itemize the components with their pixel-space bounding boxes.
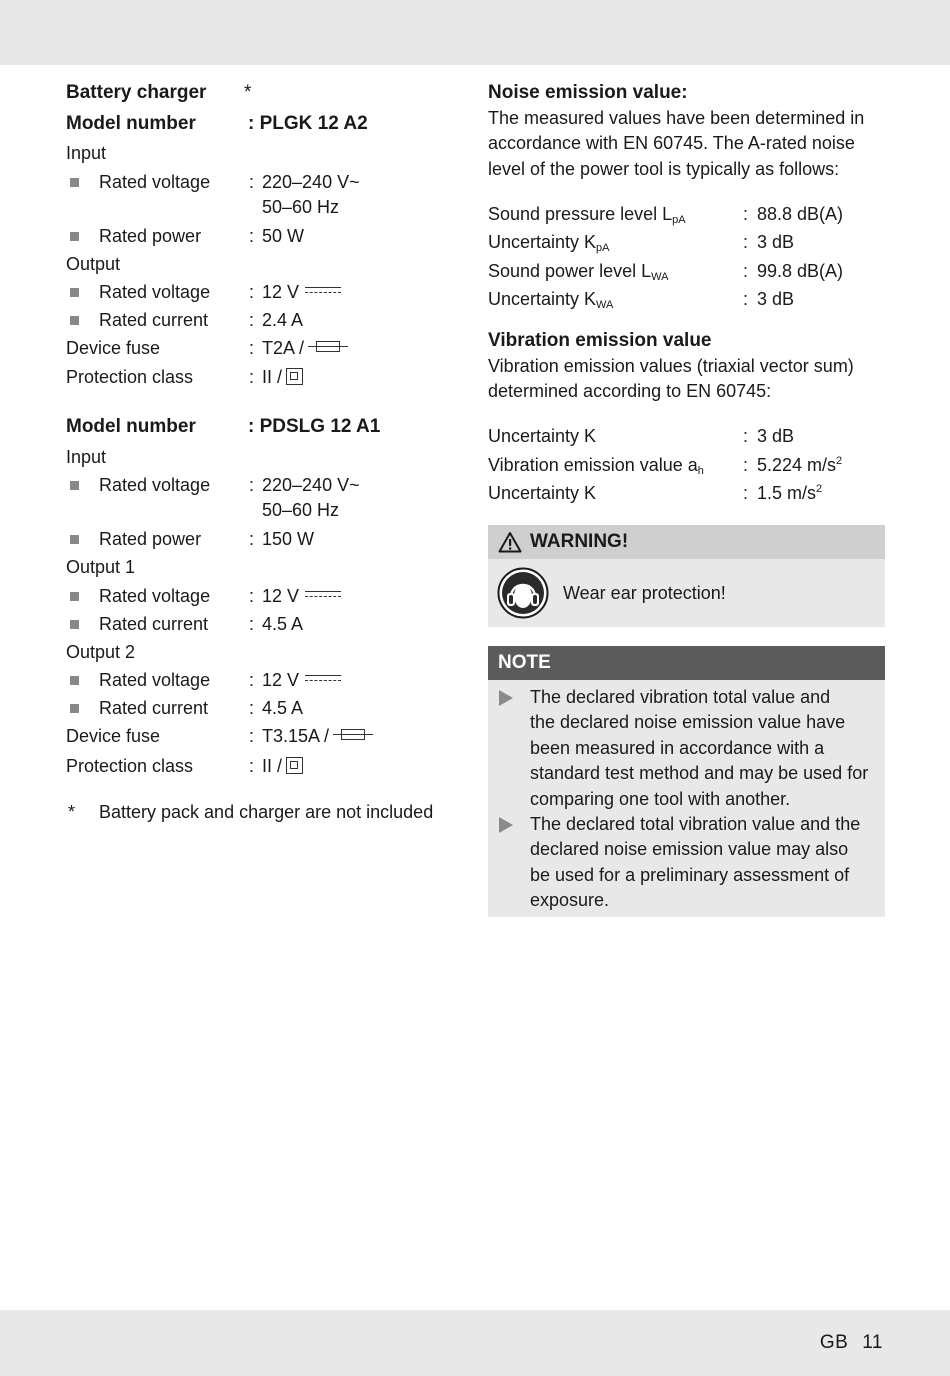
protection-class-ii-icon — [286, 757, 303, 774]
spec-value: 220–240 V~ — [262, 475, 360, 495]
spec-label: Device fuse — [66, 338, 161, 358]
triangle-bullet-icon — [499, 817, 513, 833]
spec-label: Device fuse — [66, 726, 161, 746]
page-footer — [820, 1332, 883, 1354]
output-2-label: Output 2 — [66, 642, 136, 662]
spec-label: Rated voltage — [99, 670, 211, 690]
battery-charger-heading — [66, 82, 252, 104]
input-label: Input — [66, 447, 107, 467]
paragraph-line: Vibration emission values (triaxial vector sum) — [488, 356, 854, 376]
model-number-value: : PLGK 12 A2 — [248, 113, 368, 134]
bullet-square — [70, 316, 79, 325]
spec-value: 12 V — [262, 586, 300, 606]
language-code: GB — [819, 1332, 849, 1353]
bullet-square — [70, 704, 79, 713]
triangle-bullet-icon — [499, 690, 513, 706]
protection-class-ii-icon — [286, 368, 303, 385]
direct-current-icon — [305, 286, 341, 296]
vibration-value: 5.224 m/s — [757, 455, 837, 475]
spec-value: 4.5 A — [262, 614, 304, 634]
spec-label: Rated voltage — [99, 475, 211, 495]
footnote-text: Battery pack and charger are not included — [99, 802, 434, 822]
input-label: Input — [66, 143, 107, 163]
spec-value: 220–240 V~ — [262, 172, 360, 192]
bullet-square — [70, 620, 79, 629]
noise-value: 3 dB — [757, 232, 795, 252]
noise-value: 88.8 dB(A) — [757, 204, 844, 224]
noise-heading: Noise emission value: — [488, 82, 688, 103]
bullet-square — [70, 288, 79, 297]
noise-paragraph — [488, 106, 878, 182]
spec-value: 150 W — [262, 529, 315, 549]
paragraph-line: accordance with EN 60745. The A-rated noise — [488, 133, 855, 154]
spec-value: T2A / — [262, 338, 305, 358]
spec-value: 12 V — [262, 670, 300, 690]
bullet-square — [70, 232, 79, 241]
spec-label: Rated power — [99, 226, 202, 246]
output-label: Output — [66, 254, 121, 274]
bullet-square — [70, 592, 79, 601]
paragraph-line: level of the power tool is typically as follows: — [488, 158, 840, 179]
bullet-square — [70, 676, 79, 685]
vibration-value: 1.5 m/s — [757, 483, 817, 503]
spec-value: II / — [262, 756, 283, 776]
noise-value: 99.8 dB(A) — [757, 261, 844, 281]
vibration-paragraph — [488, 354, 878, 405]
spec-value: II / — [262, 367, 283, 387]
spec-label: Rated power — [99, 529, 202, 549]
page-number: 11 — [862, 1332, 883, 1353]
spec-value: 50 W — [262, 226, 305, 246]
spec-label: Rated voltage — [99, 172, 211, 192]
fuse-icon — [308, 340, 348, 354]
paragraph-line: determined according to EN 60745: — [488, 381, 772, 402]
battery-charger-label: Battery charger — [66, 82, 207, 103]
note-header — [488, 646, 885, 680]
left-column: Battery charger * Model number : PLGK 12 A2 Input Rated voltage : 220–240 V~ 50–60 Hz Rated power : 50 W Output Rated voltage : 12 V Rated current : 2.4 A Device fuse : T2A / Protection class : II / Model number : PDSLG 12 A1 Input Rated voltage : 220–240 V~ 50–60 Hz Rated power : 150 W Output 1 Rated voltage : 12 V Rated current : 4.5 A Output 2 Rated voltage : 12 V Rated current : 4.5 A Device fuse : T3.15A / Protection class : II / * Battery pack and charger are not included — [66, 82, 434, 822]
model-number-label: Model number — [66, 113, 196, 134]
bullet-square — [70, 535, 79, 544]
model-number-row-1 — [66, 113, 368, 135]
bullet-square — [70, 178, 79, 187]
model-number-row-2 — [66, 416, 381, 438]
note-title: NOTE — [498, 652, 551, 673]
spec-value: 12 V — [262, 282, 300, 302]
spec-label: Rated voltage — [99, 586, 211, 606]
model-number-value: : PDSLG 12 A1 — [248, 416, 381, 437]
paragraph-line: The measured values have been determined in — [488, 108, 865, 128]
warning-title: WARNING! — [530, 531, 629, 552]
spec-value: T3.15A / — [262, 726, 330, 746]
warning-box — [488, 525, 885, 627]
asterisk-mark: * — [68, 802, 76, 822]
direct-current-icon — [305, 590, 341, 600]
spec-label: Protection class — [66, 756, 194, 776]
right-column: Noise emission value: The measured values have been determined in accordance with EN 60745. The A-rated noise level of the power tool is typically as follows: Sound pressure level $L_{pA}$ : 88.8 dB(A) Uncertainty $K_{pA}$ : 3 dB Sound power level $L_{WA}$ : 99.8 dB(A) Uncertainty $K_{WA}$ : 3 dB Vibration emission value Vibration emission values (triaxial vector sum) determined according to EN 60745: Uncertainty K : 3 dB Vibration emission value $a_h$ : 5.224 $m/s^2$ Uncertainty K : 1.5 $m/s^2$ — [488, 0, 885, 1300]
spec-label: Rated current — [99, 614, 209, 634]
spec-label: Rated current — [99, 698, 209, 718]
direct-current-icon — [305, 674, 341, 684]
spec-value: 50–60 Hz — [262, 197, 340, 217]
note-item: The declared vibration total value and the declared noise emission value have been measured in accordance with a standard test method and may be used for comparing one tool with another. — [530, 687, 869, 809]
output-1-label: Output 1 — [66, 557, 136, 577]
spec-value: 2.4 A — [262, 310, 304, 330]
spec-label: Rated current — [99, 310, 209, 330]
spec-label: Protection class — [66, 367, 194, 387]
asterisk-mark: * — [244, 82, 252, 103]
note-box — [488, 646, 885, 917]
noise-value: 3 dB — [757, 289, 795, 309]
warning-triangle-icon — [498, 531, 522, 553]
spec-label: Rated voltage — [99, 282, 211, 302]
warning-text: Wear ear protection! — [563, 583, 726, 603]
model-number-label: Model number — [66, 416, 196, 437]
fuse-icon — [333, 728, 373, 742]
bullet-square — [70, 481, 79, 490]
spec-value: 4.5 A — [262, 698, 304, 718]
spec-value: 50–60 Hz — [262, 500, 340, 520]
vibration-value: 3 dB — [757, 426, 795, 446]
vibration-heading: Vibration emission value — [488, 330, 712, 351]
note-item: The declared total vibration value and the declared noise emission value may also be used for a preliminary assessment of exposure. — [530, 814, 861, 911]
ear-protection-icon — [497, 567, 549, 619]
bottom-bar — [0, 1310, 950, 1376]
warning-header — [488, 525, 885, 559]
